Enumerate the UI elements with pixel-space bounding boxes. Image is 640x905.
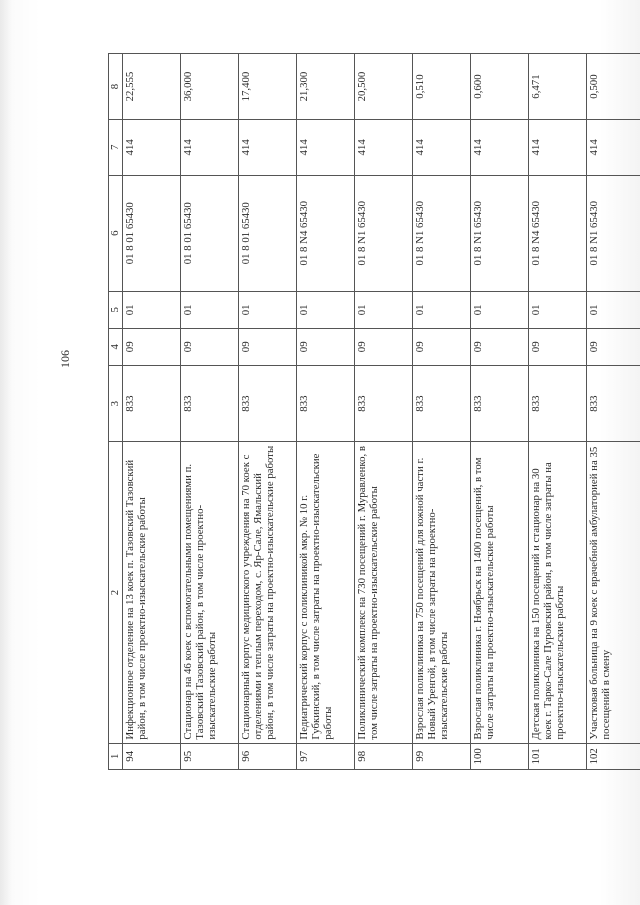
- code-subsection: 01: [587, 291, 640, 328]
- code-subsection: 01: [355, 291, 413, 328]
- column-header: 2: [109, 442, 123, 743]
- code-target-article: 01 8 N1 65430: [413, 175, 471, 291]
- code-ministry: 833: [471, 365, 529, 442]
- code-section: 09: [587, 328, 640, 365]
- object-name: Взрослая поликлиника на 750 посещений для южной части г. Новый Уренгой, в том числе затраты на проектно-изыскательские работы: [413, 442, 471, 743]
- code-ministry: 833: [181, 365, 239, 442]
- table-row: [471, 54, 529, 770]
- code-expense-type: 414: [529, 120, 587, 175]
- object-name: Участковая больница на 9 коек с врачебной амбулаторией на 35 посещений в смену: [587, 442, 640, 743]
- object-name: Поликлинический комплекс на 730 посещений г. Муравленко, в том числе затраты на проектно-изыскательские работы: [355, 442, 413, 743]
- code-section: 09: [181, 328, 239, 365]
- column-header: 8: [109, 54, 123, 120]
- table-row: [413, 54, 471, 770]
- row-number: 99: [413, 743, 471, 769]
- amount: 0,500: [587, 54, 640, 120]
- column-header: 5: [109, 291, 123, 328]
- code-section: 09: [471, 328, 529, 365]
- code-ministry: 833: [529, 365, 587, 442]
- code-target-article: 01 8 N1 65430: [471, 175, 529, 291]
- code-subsection: 01: [529, 291, 587, 328]
- code-subsection: 01: [123, 291, 181, 328]
- row-number: 98: [355, 743, 413, 769]
- code-expense-type: 414: [355, 120, 413, 175]
- row-number: 97: [297, 743, 355, 769]
- table-row: [355, 54, 413, 770]
- amount: 20,500: [355, 54, 413, 120]
- code-target-article: 01 8 N1 65430: [587, 175, 640, 291]
- table-row: [181, 54, 239, 770]
- amount: 6,471: [529, 54, 587, 120]
- page-number: 106: [58, 350, 72, 368]
- amount: 36,000: [181, 54, 239, 120]
- table-row: [297, 54, 355, 770]
- code-section: 09: [297, 328, 355, 365]
- code-subsection: 01: [413, 291, 471, 328]
- column-header: 3: [109, 365, 123, 442]
- code-subsection: 01: [239, 291, 297, 328]
- column-header: 7: [109, 120, 123, 175]
- code-target-article: 01 8 N4 65430: [529, 175, 587, 291]
- code-expense-type: 414: [297, 120, 355, 175]
- amount: 0,510: [413, 54, 471, 120]
- budget-table: [108, 53, 640, 770]
- code-ministry: 833: [587, 365, 640, 442]
- column-header: 4: [109, 328, 123, 365]
- budget-table-rotated: [108, 53, 633, 770]
- code-ministry: 833: [297, 365, 355, 442]
- row-number: 96: [239, 743, 297, 769]
- code-expense-type: 414: [471, 120, 529, 175]
- code-subsection: 01: [471, 291, 529, 328]
- amount: 0,600: [471, 54, 529, 120]
- code-target-article: 01 8 N1 65430: [355, 175, 413, 291]
- row-number: 95: [181, 743, 239, 769]
- table-body: [123, 54, 640, 770]
- code-expense-type: 414: [123, 120, 181, 175]
- code-section: 09: [529, 328, 587, 365]
- row-number: 102: [587, 743, 640, 769]
- code-expense-type: 414: [181, 120, 239, 175]
- code-target-article: 01 8 N4 65430: [297, 175, 355, 291]
- table-row: [587, 54, 640, 770]
- code-section: 09: [355, 328, 413, 365]
- table-row: [529, 54, 587, 770]
- row-number: 100: [471, 743, 529, 769]
- code-section: 09: [239, 328, 297, 365]
- code-section: 09: [123, 328, 181, 365]
- code-target-article: 01 8 01 65430: [181, 175, 239, 291]
- column-header: 1: [109, 743, 123, 769]
- row-number: 101: [529, 743, 587, 769]
- row-number: 94: [123, 743, 181, 769]
- table-row: [239, 54, 297, 770]
- object-name: Стационар на 46 коек с вспомогательными помещениями п. Тазовский Тазовский район, в том числе проектно-изыскательские работы: [181, 442, 239, 743]
- amount: 21,300: [297, 54, 355, 120]
- header-row: [109, 54, 123, 770]
- object-name: Педиатрический корпус с поликлиникой мкр. № 10 г. Губкинский, в том числе затраты на проектно-изыскательские работы: [297, 442, 355, 743]
- code-ministry: 833: [239, 365, 297, 442]
- code-target-article: 01 8 01 65430: [239, 175, 297, 291]
- object-name: Стационарный корпус медицинского учреждения на 70 коек с отделениями и теплым переходом, с. Яр-Сале, Ямальский район, в том числе затраты на проектно-изыскательские работы: [239, 442, 297, 743]
- code-subsection: 01: [297, 291, 355, 328]
- table-row: [123, 54, 181, 770]
- amount: 17,400: [239, 54, 297, 120]
- object-name: Детская поликлиника на 150 посещений и стационар на 30 коек г. Тарко-Сале Пуровский район, в том числе затраты на проектно-изыскательские работы: [529, 442, 587, 743]
- code-ministry: 833: [123, 365, 181, 442]
- object-name: Инфекционное отделение на 13 коек п. Тазовский Тазовский район, в том числе проектно-изыскательские работы: [123, 442, 181, 743]
- code-subsection: 01: [181, 291, 239, 328]
- code-expense-type: 414: [587, 120, 640, 175]
- object-name: Взрослая поликлиника г. Ноябрьск на 1400 посещений, в том числе затраты на проектно-изыскательские работы: [471, 442, 529, 743]
- code-expense-type: 414: [413, 120, 471, 175]
- code-section: 09: [413, 328, 471, 365]
- amount: 22,555: [123, 54, 181, 120]
- code-ministry: 833: [355, 365, 413, 442]
- code-expense-type: 414: [239, 120, 297, 175]
- code-ministry: 833: [413, 365, 471, 442]
- column-header: 6: [109, 175, 123, 291]
- code-target-article: 01 8 01 65430: [123, 175, 181, 291]
